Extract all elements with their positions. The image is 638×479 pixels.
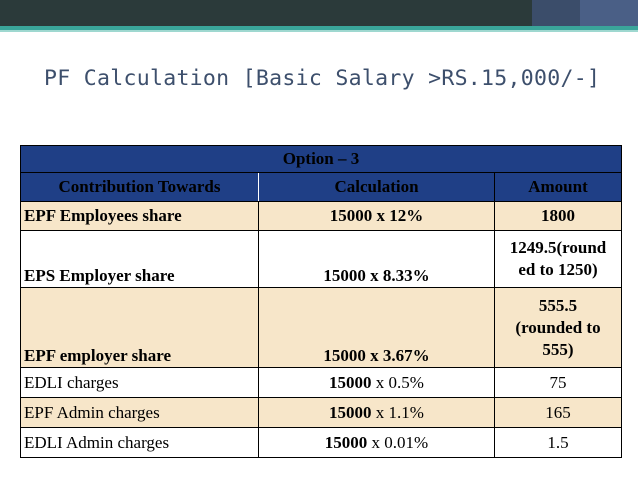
calc-rest: x 0.01% xyxy=(367,432,429,452)
table-row xyxy=(21,231,622,288)
calc-rest: x 0.5% xyxy=(371,372,424,392)
calc-base: 15000 xyxy=(324,432,368,452)
table-row xyxy=(21,288,622,368)
amount-line: ed to 1250) xyxy=(518,260,598,279)
row-label: EDLI Admin charges xyxy=(21,428,259,458)
row-calculation xyxy=(259,428,495,458)
amount-line: 555.5 xyxy=(538,295,578,315)
banner-light-stripe xyxy=(0,30,638,32)
row-amount xyxy=(495,231,622,288)
table-row xyxy=(21,368,622,398)
column-header-row xyxy=(21,173,622,202)
slide-title: PF Calculation [Basic Salary >RS.15,000/-] xyxy=(44,66,601,91)
header-calculation: Calculation xyxy=(259,173,495,202)
header-amount: Amount xyxy=(495,173,622,202)
amount-line: (rounded to xyxy=(515,317,601,337)
row-label: EPF Employees share xyxy=(21,202,259,231)
row-calculation: 15000 x 12% xyxy=(259,202,495,231)
row-amount xyxy=(495,288,622,368)
calc-rest: x 1.1% xyxy=(371,402,424,422)
table-row xyxy=(21,202,622,231)
row-label: EDLI charges xyxy=(21,368,259,398)
amount-line: 1249.5(round xyxy=(509,238,607,257)
header-contribution: Contribution Towards xyxy=(21,173,259,202)
calc-base: 15000 xyxy=(329,372,372,392)
table-row xyxy=(21,428,622,458)
row-label: EPF employer share xyxy=(21,288,259,368)
banner-blue-segment xyxy=(580,0,638,26)
row-calculation: 15000 x 8.33% xyxy=(259,231,495,288)
pf-calculation-table xyxy=(20,145,622,458)
row-amount: 1.5 xyxy=(495,428,622,458)
row-calculation xyxy=(259,368,495,398)
table-row xyxy=(21,398,622,428)
option-label: Option – 3 xyxy=(21,146,622,173)
calc-base: 15000 xyxy=(329,402,372,422)
banner-slate-segment xyxy=(532,0,580,26)
row-amount: 75 xyxy=(495,368,622,398)
option-header-row xyxy=(21,146,622,173)
row-calculation xyxy=(259,398,495,428)
row-label: EPS Employer share xyxy=(21,231,259,288)
row-amount: 1800 xyxy=(495,202,622,231)
row-amount: 165 xyxy=(495,398,622,428)
row-calculation: 15000 x 3.67% xyxy=(259,288,495,368)
banner-dark-segment xyxy=(0,0,532,26)
row-label: EPF Admin charges xyxy=(21,398,259,428)
top-banner xyxy=(0,0,638,26)
amount-line: 555) xyxy=(542,339,574,359)
